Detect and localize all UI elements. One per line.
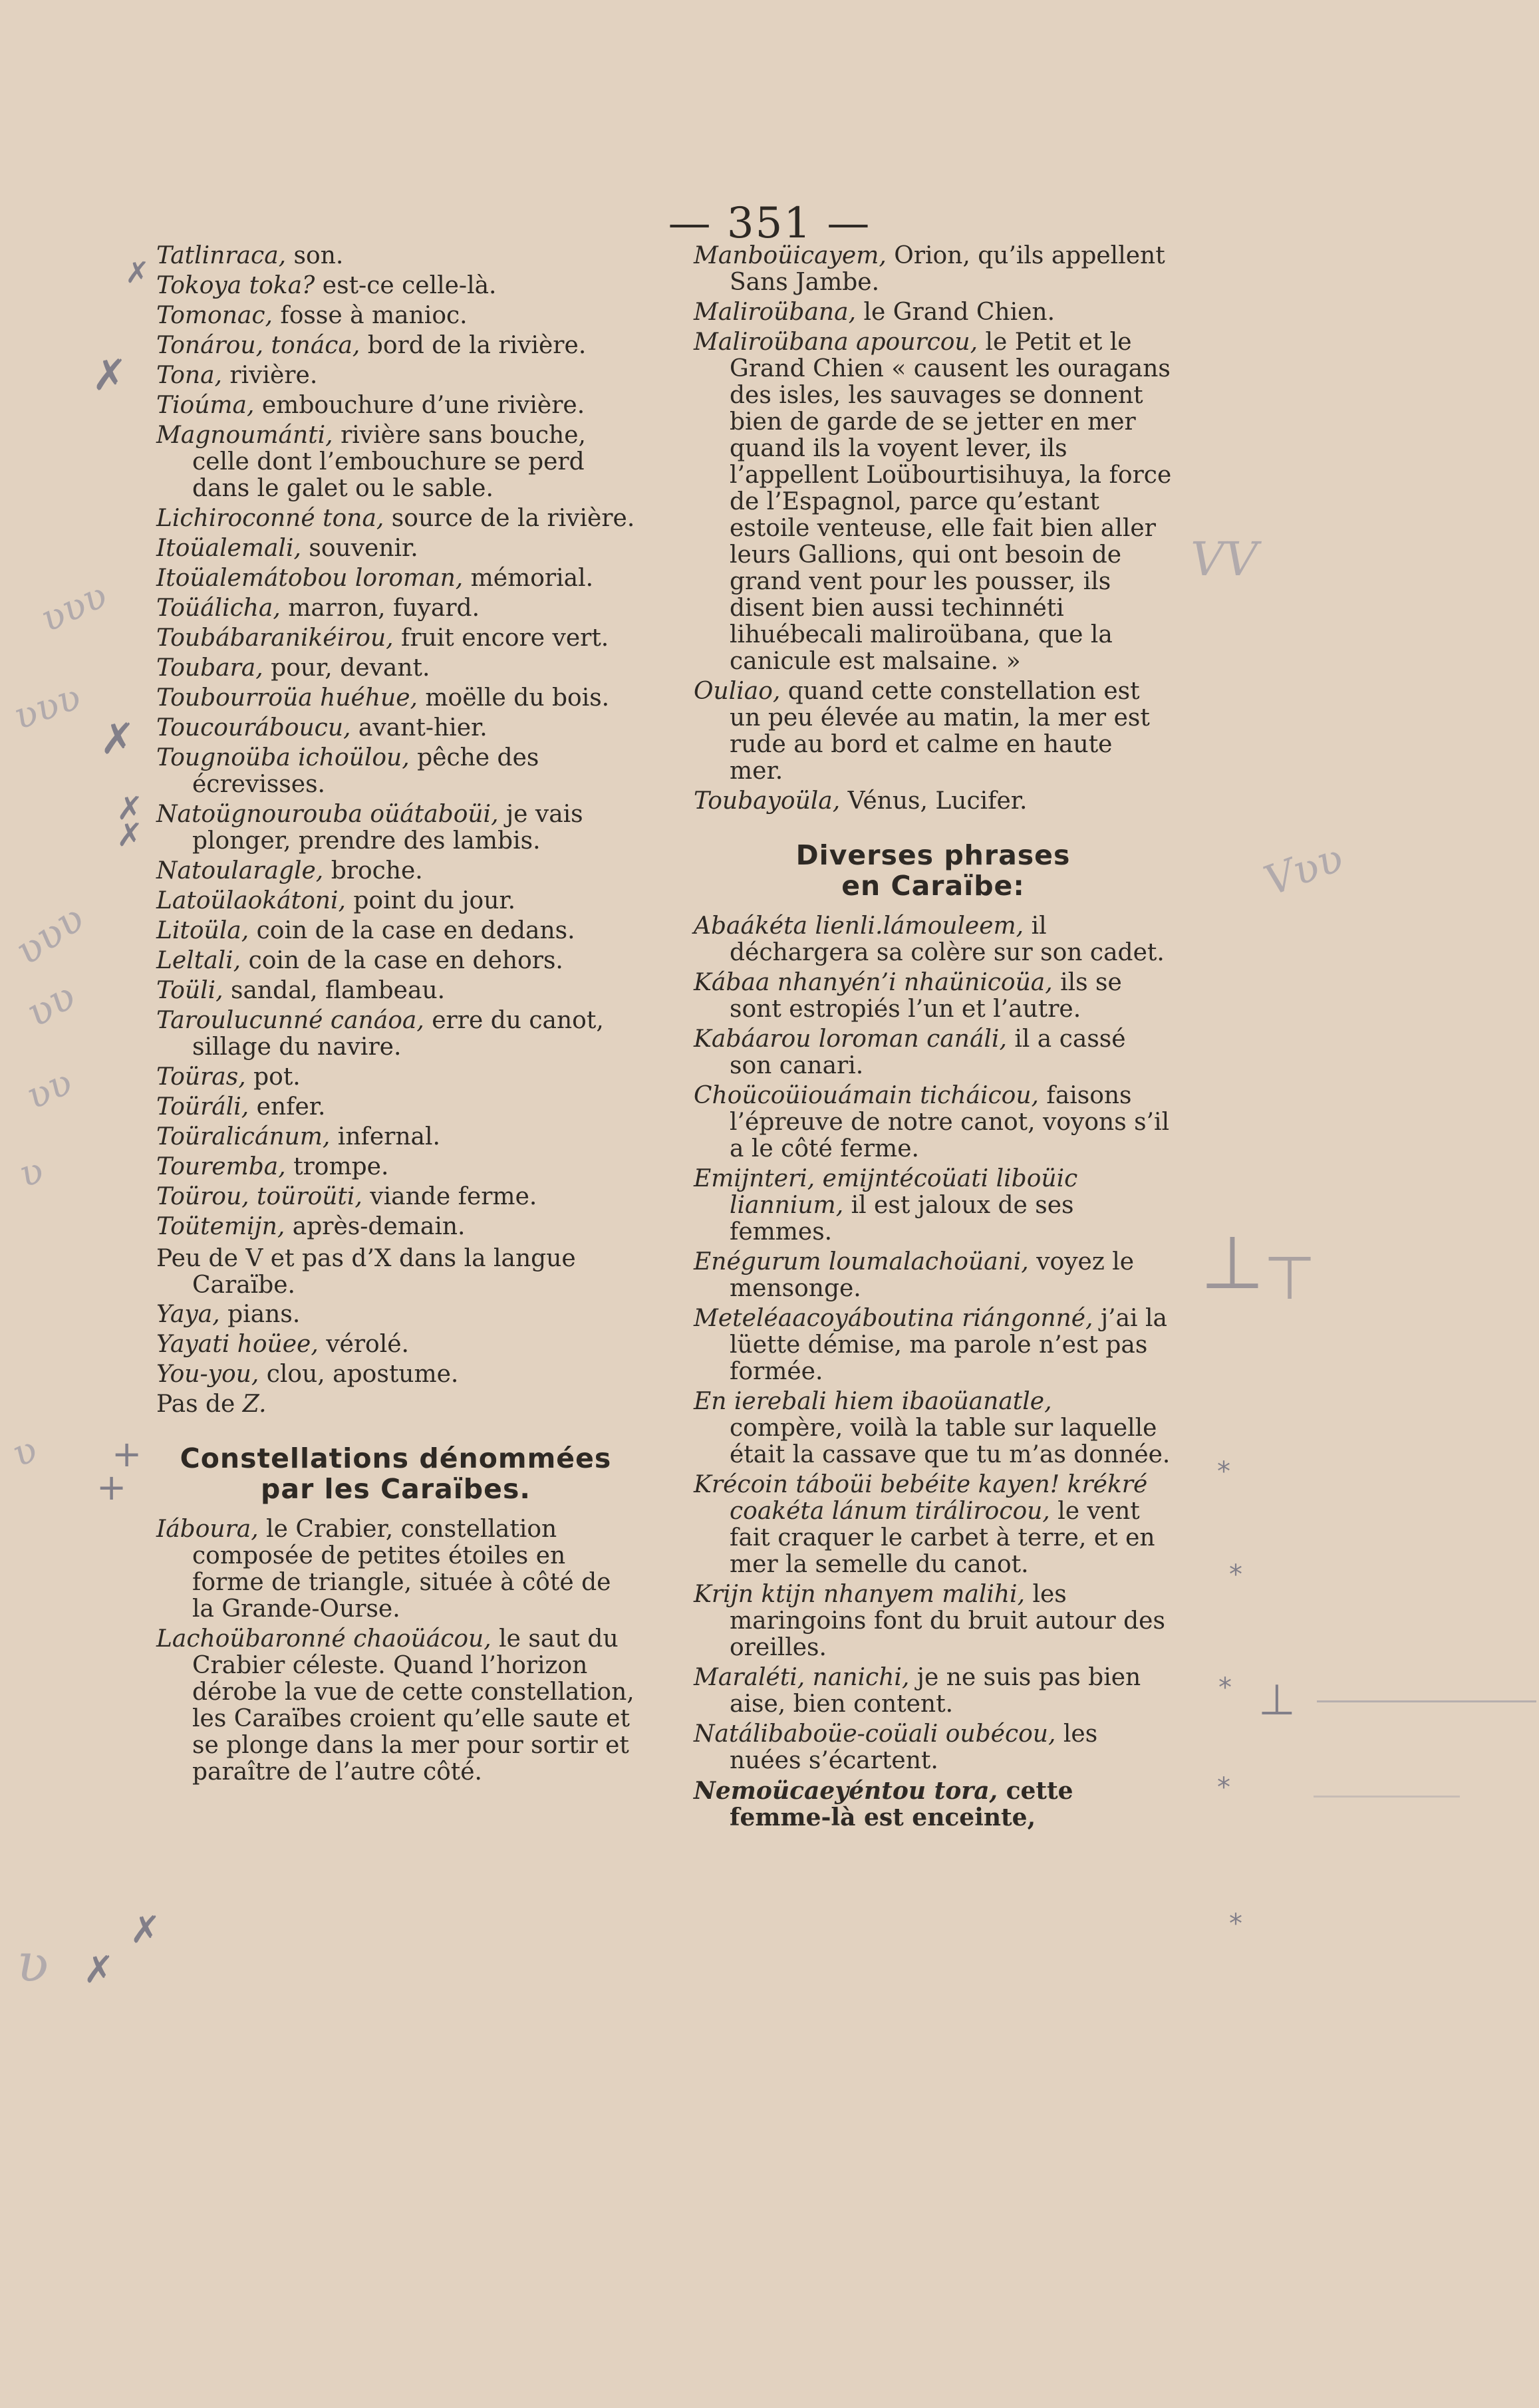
phrases-heading-line1: Diverses phrases [795, 839, 1071, 871]
pencil-scrawl: ʋ [13, 1148, 50, 1196]
entry-gloss: viande ferme. [362, 1183, 537, 1210]
glossary-entry [156, 801, 635, 855]
entry-gloss: mémorial. [463, 565, 594, 592]
glossary-entry [156, 333, 635, 359]
glossary-entry [694, 913, 1173, 966]
entry-term: You-you, [156, 1361, 259, 1388]
entry-gloss: point du jour. [345, 887, 516, 914]
entry-gloss: je vais plonger, prendre des lambis. [192, 801, 583, 855]
right-constellation-entries [694, 243, 1173, 815]
entry-term: Meteléaacoyáboutina riángonné, [694, 1305, 1093, 1332]
entry-gloss: embouchure d’une rivière. [254, 392, 585, 419]
entry-term: Toucouráboucu, [156, 714, 351, 741]
entry-gloss: broche. [323, 857, 423, 884]
glossary-entry [694, 1249, 1173, 1302]
entry-term: Toürou, toüroüti, [156, 1183, 362, 1210]
glossary-entry [156, 1124, 635, 1150]
entry-term: Kabáarou loroman canáli, [694, 1025, 1007, 1053]
entry-gloss: les maringoins font du bruit autour des oreilles. [730, 1581, 1165, 1661]
left-glossary-entries [156, 243, 635, 1240]
entry-gloss: marron, fuyard. [280, 595, 480, 622]
entry-gloss: le saut du Crabier céleste. Quand l’horizon dérobe la vue de cette constellation, les Caraïbes croient qu’elle saute et se plonge dans la mer pour sortir et paraître de l’autre côté. [192, 1625, 634, 1786]
glossary-entry [156, 1154, 635, 1180]
entry-term: Leltali, [156, 947, 241, 974]
entry-term: Kábaa nhanyén’i nhaünicoüa, [694, 969, 1053, 996]
pencil-scrawl: ʋʋʋ [7, 674, 87, 739]
entry-gloss: cette femme-là est enceinte, [730, 1777, 1073, 1831]
entry-term: Natoügnourouba oüátaboüi, [156, 801, 499, 828]
glossary-entry [694, 1305, 1173, 1385]
last-phrase [694, 1778, 1173, 1831]
pencil-scrawl: ʋʋʋ [34, 573, 114, 641]
pencil-mark: ✗ [100, 715, 136, 764]
entry-term: En ierebali hiem ibaoüanatle, [694, 1388, 1052, 1415]
glossary-entry [156, 625, 635, 652]
entry-gloss: le vent fait craquer le carbet à terre, et en mer la semelle du canot. [730, 1498, 1155, 1578]
entry-gloss: quand cette constellation est un peu élevée au matin, la mer est rude au bord et calme en haute mer. [730, 678, 1150, 785]
entry-gloss: compère, voilà la table sur laquelle était la cassave que tu m’as donnée. [730, 1414, 1171, 1468]
glossary-entry [156, 858, 635, 884]
glossary-entry [694, 1581, 1173, 1661]
glossary-entry [156, 655, 635, 682]
glossary-entry [156, 243, 635, 269]
entry-term: Toüli, [156, 977, 223, 1004]
pencil-scrawl: ʋ [17, 1932, 49, 1994]
glossary-entry [156, 745, 635, 798]
entry-term: Enégurum loumalachoüani, [694, 1248, 1029, 1275]
constellations-heading [156, 1443, 635, 1504]
pencil-mark: ✗ [83, 1948, 114, 1992]
pencil-mark: ✗ [92, 351, 128, 400]
entry-term: Toütemijn, [156, 1213, 285, 1240]
entry-gloss: après-demain. [285, 1213, 466, 1240]
glossary-entry [156, 565, 635, 592]
entry-term: Maliroübana, [694, 299, 857, 326]
pencil-mark: * [1229, 1909, 1242, 1939]
entry-gloss: pêche des écrevisses. [192, 744, 539, 798]
glossary-entry [156, 1064, 635, 1091]
glossary-entry [156, 1626, 635, 1786]
entry-gloss: infernal. [330, 1123, 440, 1150]
entry-gloss: il a cassé son canari. [730, 1025, 1126, 1079]
entry-gloss: le Crabier, constellation composée de petites étoiles en forme de triangle, située à côté de la Grande-Ourse. [192, 1516, 611, 1623]
pencil-scrawl: ʋʋ [18, 972, 84, 1037]
entry-term: Iáboura, [156, 1516, 259, 1543]
entry-term: Itoüalemali, [156, 535, 301, 562]
glossary-entry [156, 1361, 635, 1388]
glossary-entry [694, 1721, 1173, 1774]
glossary-entry [156, 422, 635, 502]
entry-term: Toubara, [156, 654, 263, 682]
pencil-line [1317, 1700, 1536, 1702]
entry-term: Toüálicha, [156, 595, 281, 622]
entry-term: Tonárou, tonáca, [156, 332, 360, 359]
pencil-mark: * [1218, 1672, 1232, 1703]
glossary-entry [156, 1094, 635, 1121]
pencil-mark: ⊤ [1264, 1244, 1316, 1313]
glossary-entry [156, 948, 635, 974]
pencil-mark: + [112, 1433, 142, 1475]
pencil-scrawl: ʋʋ [19, 1059, 79, 1119]
entry-term: Litoüla, [156, 917, 249, 944]
entry-term: Toubayoüla, [694, 787, 841, 815]
glossary-entry [694, 1026, 1173, 1079]
entry-term: Lichiroconné tona, [156, 505, 384, 532]
constellations-heading-line1: Constellations dénommées [180, 1442, 612, 1474]
entry-term: Touremba, [156, 1153, 286, 1180]
glossary-entry [694, 678, 1173, 785]
entry-gloss: voyez le mensonge. [730, 1248, 1135, 1302]
entry-gloss: les nuées s’écartent. [730, 1720, 1098, 1774]
pencil-scrawl: Vʋʋ [1258, 832, 1350, 906]
constellations-heading-line2: par les Caraïbes. [261, 1473, 531, 1505]
phrases-heading [694, 840, 1173, 901]
entry-term: Toüráli, [156, 1093, 249, 1121]
glossary-entry [694, 329, 1173, 675]
glossary-entry [156, 1007, 635, 1061]
entry-term: Choücoüiouámain ticháicou, [694, 1082, 1039, 1109]
entry-term: Magnoumánti, [156, 422, 333, 449]
pencil-mark: ✗ [125, 256, 150, 290]
entry-gloss: coin de la case en dedans. [249, 917, 575, 944]
entry-term: Emijnteri, emijntécoüati liboüic liannium, [694, 1165, 1078, 1219]
entry-term: Nemoücaeyéntou tora, [694, 1777, 998, 1805]
entry-gloss: pour, devant. [263, 654, 430, 682]
pencil-scrawl: ʋʋʋ [6, 894, 93, 975]
phrase-entries [694, 913, 1173, 1774]
glossary-entry [156, 978, 635, 1004]
entry-term: Tokoya toka? [156, 272, 315, 299]
note-z-prefix: Pas de [156, 1391, 243, 1418]
entry-gloss: avant-hier. [350, 714, 488, 741]
glossary-entry [156, 362, 635, 389]
pencil-mark: + [96, 1466, 127, 1508]
note-z [156, 1391, 635, 1418]
glossary-entry [156, 303, 635, 329]
glossary-entry [156, 535, 635, 562]
entry-gloss: pot. [245, 1063, 301, 1091]
entry-term: Tioúma, [156, 392, 255, 419]
entry-term: Krécoin táboüi bebéite kayen! krékré coakéta lánum tirálirocou, [694, 1471, 1148, 1525]
pencil-mark: * [1229, 1559, 1242, 1590]
pencil-mark: ⊥ [1200, 1220, 1264, 1305]
glossary-entry [694, 1665, 1173, 1718]
entry-term: Maliroübana apourcou, [694, 329, 978, 356]
glossary-entry [156, 1214, 635, 1240]
entry-gloss: coin de la case en dehors. [241, 947, 563, 974]
left-constellation-entries [156, 1516, 635, 1786]
entry-term: Maraléti, nanichi, [694, 1664, 910, 1691]
entry-gloss: j’ai la lüette démise, ma parole n’est pas formée. [730, 1305, 1167, 1385]
glossary-entry [156, 685, 635, 712]
entry-term: Tomonac, [156, 302, 273, 329]
glossary-entry [694, 243, 1173, 296]
entry-gloss: vérolé. [318, 1331, 409, 1358]
glossary-entry [156, 1301, 635, 1328]
entry-gloss: enfer. [249, 1093, 326, 1121]
entry-gloss: fruit encore vert. [393, 624, 609, 652]
glossary-entry [156, 1331, 635, 1358]
pencil-line [1314, 1796, 1460, 1798]
entry-gloss: pians. [219, 1301, 301, 1328]
entry-term: Toüralicánum, [156, 1123, 331, 1150]
note-z-letter: Z. [242, 1391, 267, 1418]
phrases-heading-line2: en Caraïbe: [841, 870, 1025, 902]
entry-term: Toubábaranikéirou, [156, 624, 394, 652]
pencil-mark: ✗ [116, 817, 144, 854]
pencil-scrawl: VV [1190, 532, 1258, 587]
entry-gloss: est-ce celle-là. [315, 272, 497, 299]
pencil-mark: ✗ [116, 790, 144, 827]
entry-gloss: source de la rivière. [384, 505, 635, 532]
glossary-entry [694, 1166, 1173, 1246]
entry-gloss: erre du canot, sillage du navire. [192, 1007, 604, 1061]
entry-gloss: Orion, qu’ils appellent Sans Jambe. [730, 242, 1165, 296]
entry-term: Krijn ktijn nhanyem malihi, [694, 1581, 1026, 1608]
left-column [156, 243, 635, 1789]
entry-gloss: rivière. [221, 362, 318, 389]
entry-term: Toubourroüa huéhue, [156, 684, 418, 712]
entry-gloss: clou, apostume. [259, 1361, 459, 1388]
entry-gloss: je ne suis pas bien aise, bien content. [730, 1664, 1141, 1718]
pencil-mark: ⊥ [1258, 1676, 1296, 1725]
entry-term: Lachoübaronné chaoüácou, [156, 1625, 491, 1653]
glossary-entry [694, 788, 1173, 815]
entry-term: Tougnoüba ichoülou, [156, 744, 410, 771]
left-y-entries [156, 1301, 635, 1388]
entry-gloss: ils se sont estropiés l’un et l’autre. [730, 969, 1122, 1023]
entry-gloss: rivière sans bouche, celle dont l’embouchure se perd dans le galet ou le sable. [192, 422, 586, 502]
entry-term: Itoüalemátobou loroman, [156, 565, 464, 592]
entry-term: Yayati hoüee, [156, 1331, 319, 1358]
entry-gloss: sandal, flambeau. [223, 977, 446, 1004]
glossary-entry [156, 273, 635, 299]
entry-gloss: trompe. [285, 1153, 389, 1180]
page-number: — 351 — [668, 199, 871, 248]
entry-gloss: il est jaloux de ses femmes. [730, 1192, 1074, 1246]
pencil-mark: ✗ [130, 1909, 161, 1952]
entry-term: Natálibaboüe-coüali oubécou, [694, 1720, 1056, 1748]
glossary-entry [694, 1083, 1173, 1162]
glossary-entry [694, 970, 1173, 1023]
pencil-mark: * [1217, 1772, 1230, 1803]
glossary-entry [694, 1389, 1173, 1468]
glossary-entry [156, 1184, 635, 1210]
note-v-x: Peu de V et pas d’X dans la langue Caraïbe. [156, 1245, 576, 1299]
glossary-entry [156, 392, 635, 419]
entry-term: Ouliao, [694, 678, 781, 705]
entry-term: Tona, [156, 362, 222, 389]
pencil-scrawl: ʋ [5, 1426, 45, 1476]
glossary-entry [156, 505, 635, 532]
pencil-mark: * [1217, 1456, 1230, 1487]
entry-term: Natoularagle, [156, 857, 324, 884]
glossary-entry [156, 918, 635, 944]
entry-term: Toüras, [156, 1063, 246, 1091]
entry-gloss: il déchargera sa colère sur son cadet. [730, 912, 1165, 966]
entry-term: Latoülaokátoni, [156, 887, 346, 914]
entry-gloss: le Petit et le Grand Chien « causent les ouragans des isles, les sauvages se donnent bien de garde de se jetter en mer quand ils la voyent lever, ils l’appellent Loübourtisihuya, la force de l’Espagnol, parce qu’estant estoile venteuse, elle fait bien aller leurs Gallions, qui ont besoin de grand vent pour les pousser, ils disent bien aussi techinnéti lihuébecali maliroübana, que la canicule est malsaine. » [730, 329, 1172, 675]
entry-gloss: Vénus, Lucifer. [840, 787, 1028, 815]
entry-gloss: son. [286, 242, 344, 269]
entry-term: Abaákéta lienli.lámouleem, [694, 912, 1024, 940]
entry-term: Tatlinraca, [156, 242, 287, 269]
entry-gloss: moëlle du bois. [417, 684, 610, 712]
glossary-entry [694, 299, 1173, 326]
entry-gloss: souvenir. [301, 535, 418, 562]
glossary-entry [156, 715, 635, 741]
entry-gloss: faisons l’épreuve de notre canot, voyons s’il a le côté ferme. [730, 1082, 1170, 1162]
glossary-entry [694, 1472, 1173, 1578]
glossary-entry [156, 1516, 635, 1623]
glossary-entry [156, 888, 635, 914]
right-column [694, 243, 1173, 1834]
glossary-entry [156, 595, 635, 622]
entry-gloss: fosse à manioc. [272, 302, 468, 329]
entry-term: Manboüicayem, [694, 242, 887, 269]
entry-term: Taroulucunné canáoa, [156, 1007, 424, 1034]
entry-term: Yaya, [156, 1301, 220, 1328]
entry-gloss: le Grand Chien. [856, 299, 1055, 326]
entry-gloss: bord de la rivière. [360, 332, 587, 359]
